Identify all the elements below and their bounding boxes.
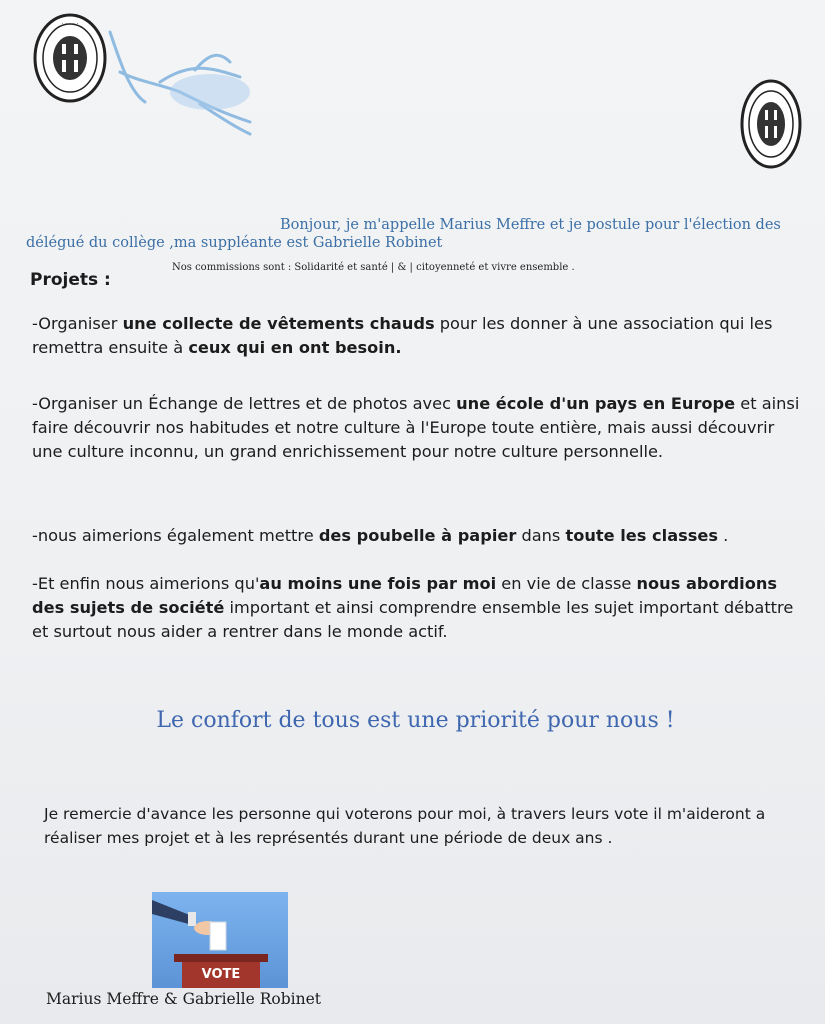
slogan: Le confort de tous est une priorité pour nous !	[156, 708, 675, 733]
projects-heading: Projets :	[30, 270, 111, 290]
vote-label: VOTE	[201, 967, 241, 982]
intro-line-1: Bonjour, je m'appelle Marius Meffre et je postule pour l'élection des	[280, 217, 781, 233]
school-seal-icon	[740, 78, 802, 170]
project-2: -Organiser un Échange de lettres et de photos avec une école d'un pays en Europe et ainsi faire découvrir nos habitudes et notre culture à l'Europe toute entière, mais aussi découvrir une culture inconnu, un grand enrichissement pour notre culture personnelle.	[32, 394, 800, 461]
svg-text:· · · · ·: · · · · ·	[61, 21, 79, 28]
project-3: -nous aimerions également mettre des poubelle à papier dans toute les classes .	[32, 526, 729, 545]
project-1: -Organiser une collecte de vêtements chauds pour les donner à une association qui les remettra ensuite à ceux qui en ont besoin.	[32, 314, 773, 357]
intro-text	[26, 216, 816, 252]
signature: Marius Meffre & Gabrielle Robinet	[46, 990, 321, 1008]
thanks-paragraph: Je remercie d'avance les personne qui voterons pour moi, à travers leurs vote il m'aideront a réaliser mes projet et à les représentés durant une période de deux ans .	[44, 805, 766, 847]
school-seal-icon	[32, 12, 108, 104]
hand-drawing-icon	[100, 22, 260, 142]
intro-line-2: délégué du collège ,ma suppléante est Gabrielle Robinet	[26, 235, 443, 251]
commissions-line: Nos commissions sont : Solidarité et santé | & | citoyenneté et vivre ensemble .	[172, 262, 575, 273]
project-4: -Et enfin nous aimerions qu'au moins une fois par moi en vie de classe nous abordions des sujets de société important et ainsi comprendre ensemble les sujet important débattre et surtout nous aider a rentrer dans le monde actif.	[32, 574, 794, 641]
